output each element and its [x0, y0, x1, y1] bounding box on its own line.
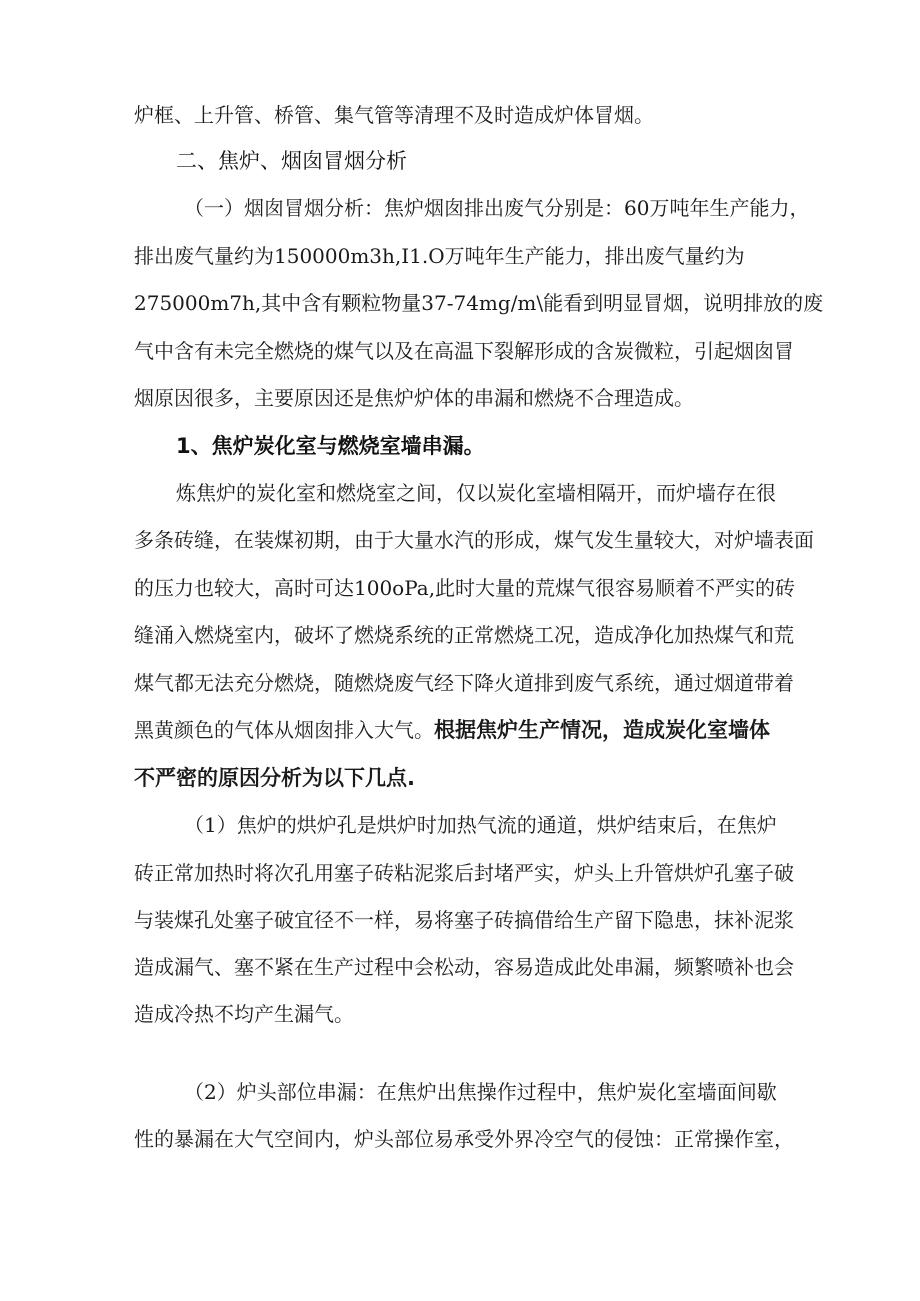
paragraph-line: 与装煤孔处塞子破宜径不一样，易将塞子砖搞借给生产留下隐患，抹补泥浆: [134, 908, 794, 932]
subsection-heading: 1、焦炉炭化室与燃烧室墙串漏。: [176, 434, 485, 458]
paragraph-line: 造成漏气、塞不紧在生产过程中会松动，容易造成此处串漏，频繁喷补也会: [134, 955, 794, 979]
paragraph-emphasis-line: 不严密的原因分析为以下几点.: [134, 766, 415, 790]
section-heading: 二、焦炉、烟囱冒烟分析: [176, 149, 407, 173]
paragraph-line: 炉框、上升管、桥管、集气管等清理不及时造成炉体冒烟。: [134, 103, 654, 127]
paragraph-emphasis: 根据焦炉生产情况，造成炭化室墙体: [434, 718, 770, 742]
paragraph-line: 排出废气量约为150000m3h,I1.O万吨年生产能力，排出废气量约为: [134, 244, 745, 268]
paragraph-line: （1）焦炉的烘炉孔是烘炉时加热气流的通道，烘炉结束后，在焦炉: [184, 813, 777, 837]
paragraph-text: 黑黄颜色的气体从烟囱排入大气。: [134, 718, 434, 742]
paragraph-line: 煤气都无法充分燃烧，随燃烧废气经下降火道排到废气系统，通过烟道带着: [134, 671, 794, 695]
paragraph-line: 造成冷热不均产生漏气。: [134, 1002, 354, 1026]
paragraph-line: 气中含有未完全燃烧的煤气以及在高温下裂解形成的含炭微粒，引起烟囱冒: [134, 339, 794, 363]
paragraph-line: 缝涌入燃烧室内，破坏了燃烧系统的正常燃烧工况，造成净化加热煤气和荒: [134, 623, 794, 647]
paragraph-line: （2）炉头部位串漏：在焦炉出焦操作过程中，焦炉炭化室墙面间歇: [184, 1080, 777, 1104]
paragraph-line: 多条砖缝，在装煤初期，由于大量水汽的形成，煤气发生量较大，对炉墙表面: [134, 528, 814, 552]
paragraph-line: 烟原因很多，主要原因还是焦炉炉体的串漏和燃烧不合理造成。: [134, 386, 694, 410]
paragraph-line: 性的暴漏在大气空间内，炉头部位易承受外界冷空气的侵蚀：正常操作室，: [134, 1127, 794, 1151]
paragraph-line: （一）烟囱冒烟分析：焦炉烟囱排出废气分别是：60万吨年生产能力，: [184, 196, 810, 220]
paragraph-line: 炼焦炉的炭化室和燃烧室之间，仅以炭化室墙相隔开，而炉墙存在很: [176, 481, 776, 505]
paragraph-line: 275000m7h,其中含有颗粒物量37-74mg∕m\能看到明显冒烟，说明排放的废: [134, 291, 824, 315]
paragraph-line: 的压力也较大，高时可达100oPa,此时大量的荒煤气很容易顺着不严实的砖: [134, 576, 796, 600]
paragraph-line: 砖正常加热时将次孔用塞子砖粘泥浆后封堵严实，炉头上升管烘炉孔塞子破: [134, 861, 794, 885]
paragraph-line: [134, 716, 770, 744]
